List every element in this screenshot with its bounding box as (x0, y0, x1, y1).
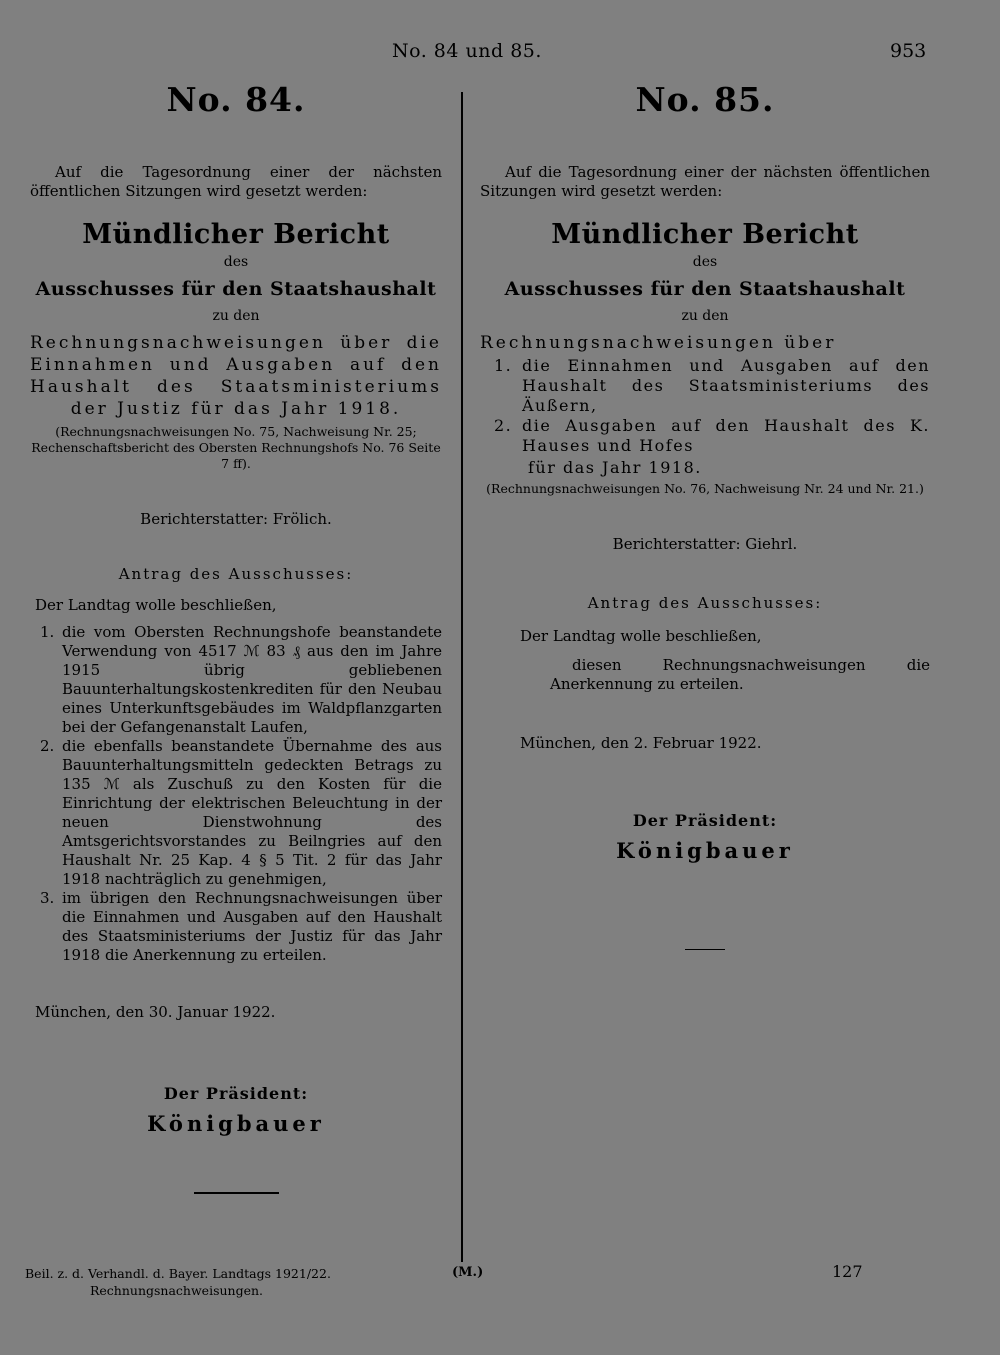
citation: (Rechnungsnachweisungen No. 76, Nachweisung Nr. 24 und Nr. 21.) (486, 481, 924, 496)
motion-intro: Der Landtag wolle beschließen, (520, 627, 762, 645)
footer-line-1: Beil. z. d. Verhandl. d. Bayer. Landtags 1921/22. (25, 1266, 331, 1281)
report-subject: Rechnungsnachweisungen über (480, 333, 837, 353)
footer-signature-mark: (M.) (452, 1265, 484, 1280)
president-name: Königbauer (147, 1111, 325, 1136)
list-item: 1. die vom Obersten Rechnungshofe beanstandete Verwendung von 4517 ℳ 83 ₰ aus den im Jahre 1915 übrig gebliebenen Bauunterhaltungskostenkrediten für den Neubau eines Unterkunftsgebäudes im Waldpflanzgarten bei der Gefangenanstalt Laufen, (40, 623, 442, 736)
report-subject: Rechnungsnachweisungen über die Einnahmen und Ausgaben auf den Haushalt des Staatsministeriums der Justiz für das Jahr 1918. (30, 333, 442, 419)
end-rule (194, 1192, 279, 1194)
president-label: Der Präsident: (163, 1084, 309, 1103)
agenda-intro: Auf die Tagesordnung einer der nächsten öffentlichen Sitzungen wird gesetzt werden: (30, 163, 442, 200)
list-item: 1. die Einnahmen und Ausgaben auf den Haushalt des Staatsministeriums des Äußern, (494, 356, 930, 415)
subject-items (480, 356, 930, 456)
zu-den-line: zu den (212, 308, 260, 324)
item-title: No. 85. (635, 80, 775, 119)
motion-text: diesen Rechnungsnachweisungen die Anerkennung zu erteilen. (550, 656, 930, 693)
footer-line-2: Rechnungsnachweisungen. (90, 1283, 264, 1298)
page-number: 953 (890, 40, 927, 62)
list-item: 2. die Ausgaben auf den Haushalt des K. Hauses und Hofes (494, 416, 930, 455)
column-no-85 (480, 80, 930, 950)
motion-items (30, 623, 442, 965)
motion-heading: Antrag des Ausschusses: (118, 565, 354, 583)
motion-heading: Antrag des Ausschusses: (587, 594, 823, 612)
list-item: 2. die ebenfalls beanstandete Übernahme des aus Bauunterhaltungsmitteln gedeckten Betrags zu 135 ℳ als Zuschuß zu den Kosten für die Einrichtung der elektrischen Beleuchtung in der neuen Dienstwohnung des Amtsgerichtsvorstandes zu Beilngries auf den Haushalt Nr. 25 Kap. 4 § 5 Tit. 2 für das Jahr 1918 nachträglich zu genehmigen, (40, 737, 442, 888)
footer-source (25, 1265, 331, 1299)
column-divider (461, 92, 463, 1262)
president-label: Der Präsident: (632, 811, 778, 830)
committee-name: Ausschusses für den Staatshaushalt (504, 278, 906, 300)
des-line: des (223, 254, 249, 270)
running-header: No. 84 und 85. (392, 40, 542, 62)
footer-sheet-number: 127 (832, 1262, 863, 1281)
agenda-intro: Auf die Tagesordnung einer der nächsten öffentlichen Sitzungen wird gesetzt werden: (480, 163, 930, 200)
citation: (Rechnungsnachweisungen No. 75, Nachweisung Nr. 25; Rechenschaftsbericht des Obersten Rechnungshofs No. 76 Seite 7 ff). (31, 424, 441, 471)
committee-name: Ausschusses für den Staatshaushalt (35, 278, 437, 300)
report-title: Mündlicher Bericht (551, 219, 859, 250)
report-year: für das Jahr 1918. (528, 458, 702, 477)
end-rule (685, 949, 725, 950)
reporter: Berichterstatter: Frölich. (140, 510, 332, 528)
date-line: München, den 2. Februar 1922. (520, 734, 762, 752)
date-line: München, den 30. Januar 1922. (35, 1003, 276, 1021)
list-item: 3. im übrigen den Rechnungsnachweisungen über die Einnahmen und Ausgaben auf den Haushalt des Staatsministeriums der Justiz für das Jahr 1918 die Anerkennung zu erteilen. (40, 889, 442, 964)
motion-intro: Der Landtag wolle beschließen, (35, 596, 277, 614)
president-name: Königbauer (616, 838, 794, 863)
report-title: Mündlicher Bericht (82, 219, 390, 250)
reporter: Berichterstatter: Giehrl. (612, 535, 798, 553)
item-title: No. 84. (166, 80, 306, 119)
zu-den-line: zu den (681, 308, 729, 324)
column-no-84 (30, 80, 442, 1194)
des-line: des (692, 254, 718, 270)
